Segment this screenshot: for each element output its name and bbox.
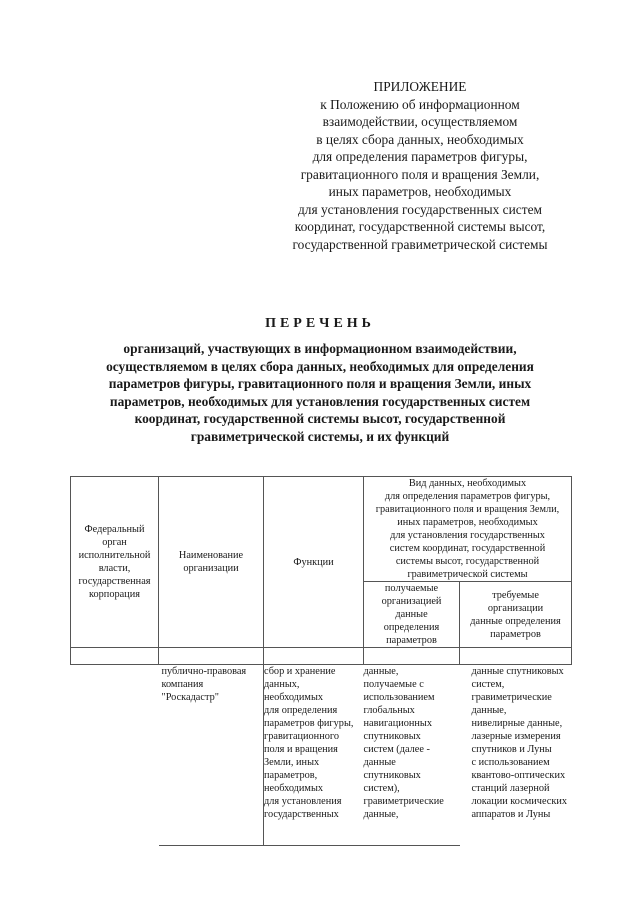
header-functions [264, 477, 364, 648]
text-line: требуемые [492, 589, 539, 601]
text-line: публично-правовая [161, 666, 247, 677]
text-line: координат, государственной системы высот, [294, 219, 546, 234]
text-line: данные, [363, 666, 399, 677]
text-line: параметров [490, 628, 541, 640]
text-line: лазерные измерения [471, 731, 561, 742]
text-line: Наименование [178, 550, 244, 561]
text-line: систем, [471, 679, 505, 690]
text-line: получаемые [384, 583, 439, 594]
text-line: параметров фигуры, [264, 718, 354, 729]
text-line: данных, [264, 679, 300, 690]
text-line: для определения параметров фигуры, [312, 149, 528, 164]
text-line: глобальных [363, 705, 415, 716]
text-line: системы высот, государственной [395, 556, 540, 567]
text-line: необходимых [264, 783, 324, 794]
text-line: локации космических [471, 796, 568, 807]
text-line: гравиметрические [471, 692, 552, 703]
text-line: государственных [264, 809, 339, 820]
text-line: для определения параметров фигуры, [384, 491, 551, 502]
text-line: параметров фигуры, гравитационного поля и вращения Земли, иных [108, 376, 532, 392]
text-line: данные [363, 757, 396, 768]
header-organization [159, 477, 264, 648]
text-line: государственной гравиметрической системы [292, 236, 548, 252]
header-received-data [364, 582, 460, 648]
text-line: гравитационного поля и вращения Земли, [300, 166, 540, 182]
text-line: компания [161, 679, 204, 690]
spacer-cell [159, 648, 264, 665]
text-line: получаемые с [363, 679, 424, 690]
text-line: нивелирные данные, [471, 718, 563, 729]
text-line: для определения [264, 705, 338, 716]
text-line: взаимодействии, осуществляемом [322, 114, 518, 129]
text-line: в целях сбора данных, необходимых [316, 131, 524, 147]
text-line: гравитационного поля и вращения Земли, [375, 504, 560, 515]
text-line: гравиметрической системы [407, 569, 528, 580]
spacer-cell [364, 648, 460, 665]
spacer-cell [460, 648, 572, 665]
text-line: параметров, необходимых для установления государственных систем [109, 393, 531, 409]
header-data-kind [364, 477, 572, 582]
text-line: для установления государственных систем [297, 201, 542, 217]
text-line: станций лазерной [471, 783, 550, 794]
text-line: иных параметров, необходимых [397, 517, 538, 528]
appendix-header [270, 78, 570, 253]
text-line: спутниковых [363, 731, 421, 742]
text-line: Земли, иных [264, 757, 320, 768]
text-line: навигационных [363, 718, 433, 729]
text-line: для установления [264, 796, 342, 807]
row-required-data [460, 665, 572, 846]
text-line: данные спутниковых [471, 666, 564, 677]
text-line: квантово-оптических [471, 770, 566, 781]
row-received-data [364, 665, 460, 846]
text-line: к Положению об информационном [320, 96, 520, 112]
document-title: ПЕРЕЧЕНЬ [265, 316, 375, 331]
text-line: Федеральный [84, 524, 145, 535]
text-line: Вид данных, необходимых [408, 478, 527, 489]
text-line: данные определения [470, 615, 561, 627]
table-row [71, 665, 572, 846]
text-line: координат, государственной системы высот, государственной [134, 411, 506, 427]
text-line: данные, [363, 809, 399, 820]
spacer-cell [264, 648, 364, 665]
text-line: для установления государственных [390, 530, 545, 541]
text-line: осуществляемом в целях сбора данных, необходимых для определения [106, 358, 534, 374]
text-line: данные [395, 609, 428, 620]
text-line: орган [102, 537, 127, 548]
document-subtitle [70, 340, 570, 446]
text-line: параметров, [264, 770, 318, 781]
text-line: необходимых [264, 692, 324, 703]
text-line: "Роскадастр" [161, 692, 219, 703]
text-line: спутников и Луны [471, 744, 552, 755]
text-line: власти, [98, 563, 131, 574]
text-line: исполнительной [78, 550, 151, 561]
text-line: корпорация [89, 589, 140, 600]
text-line: определения [383, 622, 440, 633]
text-line: ПРИЛОЖЕНИЕ [373, 79, 467, 94]
text-line: систем (далее - [363, 744, 430, 755]
text-line: организаций, участвующих в информационном взаимодействии, [123, 341, 517, 356]
text-line: аппаратов и Луны [471, 809, 551, 820]
text-line: параметров [386, 635, 437, 646]
text-line: спутниковых [363, 770, 421, 781]
text-line: гравиметрические [363, 796, 444, 807]
text-line: Функции [293, 556, 334, 568]
text-line: организации [183, 563, 239, 574]
row-functions [264, 665, 364, 846]
header-agency [71, 477, 159, 648]
spacer-cell [71, 648, 159, 665]
text-line: гравитационного [264, 731, 339, 742]
text-line: организацией [381, 596, 442, 607]
text-line: использованием [363, 692, 435, 703]
text-line: организации [487, 602, 544, 614]
text-line: поля и вращения [264, 744, 338, 755]
text-line: иных параметров, необходимых [328, 184, 512, 199]
organizations-table [70, 476, 572, 846]
text-line: государственная [78, 576, 151, 587]
text-line: с использованием [471, 757, 550, 768]
row-organization [159, 665, 264, 846]
text-line: данные, [471, 705, 507, 716]
text-line: систем), [363, 783, 400, 794]
text-line: систем координат, государственной [389, 543, 546, 554]
header-required-data [460, 582, 572, 648]
row-agency [71, 665, 159, 846]
text-line: сбор и хранение [264, 666, 336, 677]
text-line: гравиметрической системы, и их функций [190, 428, 450, 444]
